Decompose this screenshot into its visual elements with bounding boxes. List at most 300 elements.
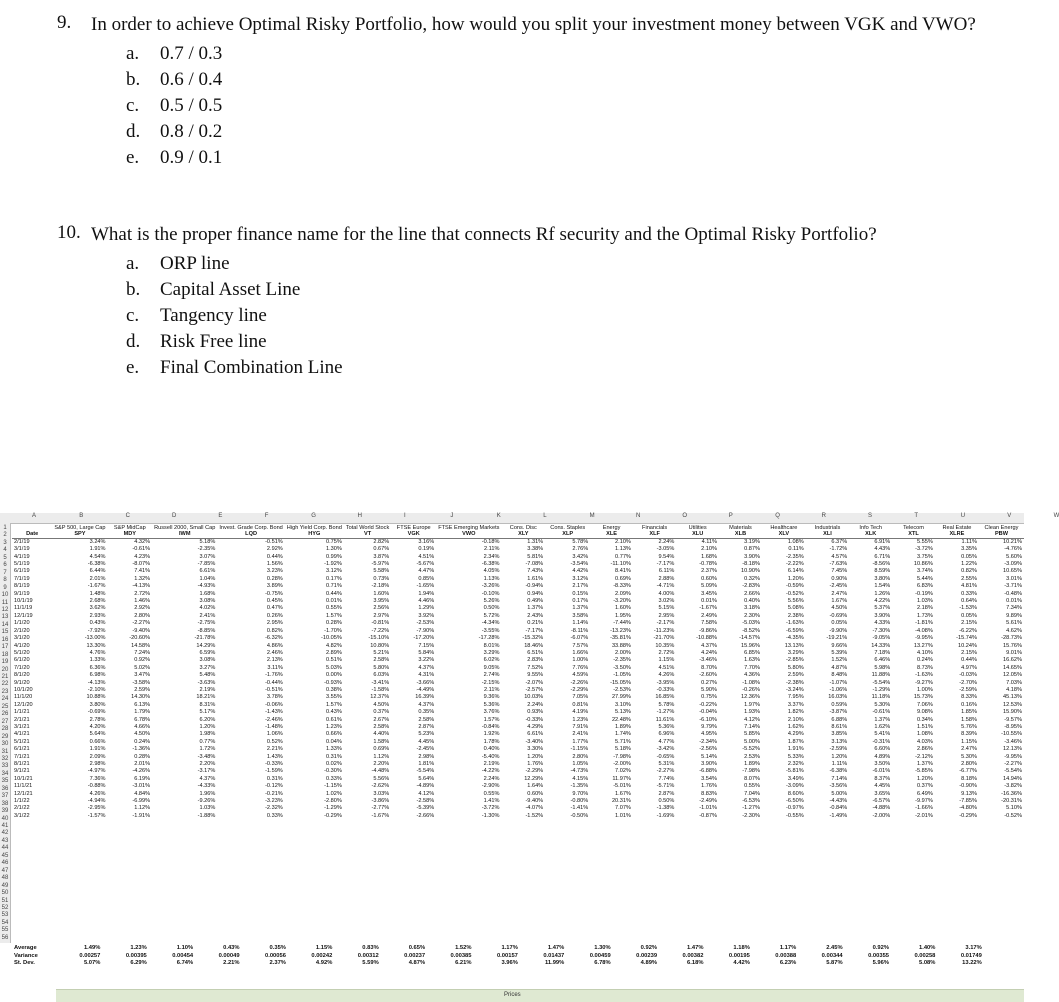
return-cell: -4.71% [656, 583, 675, 590]
ticker-cell: IWM [152, 531, 217, 538]
header-name-cell: Industrials [814, 525, 841, 531]
return-cell: 2.82% [373, 538, 390, 545]
table-row [12, 680, 1024, 687]
table-row [12, 746, 1024, 753]
return-cell: 0.16% [961, 701, 977, 708]
column-letter: O [682, 513, 688, 519]
return-cell: -1.15% [570, 746, 589, 753]
return-cell: 3.55% [325, 694, 342, 701]
date-cell: 8/1/21 [14, 761, 30, 767]
row-number: 51 [1, 897, 9, 904]
return-cell: 0.15% [572, 590, 589, 597]
return-cell: 2.47% [831, 590, 848, 597]
return-cell: 0.43% [325, 709, 342, 716]
row-number: 47 [1, 867, 9, 874]
row-number: 11 [1, 599, 9, 606]
return-cell: -0.06% [265, 701, 283, 708]
return-cell: -0.33% [265, 761, 283, 767]
return-cell: 5.17% [199, 709, 216, 716]
date-cell: 3/1/19 [14, 546, 30, 553]
option-c [126, 303, 987, 329]
return-cell: 2.78% [89, 716, 106, 723]
return-cell: -10.88% [696, 635, 718, 642]
return-cell: 3.07% [199, 553, 216, 560]
row-number: 53 [1, 912, 9, 919]
date-cell: 7/1/19 [14, 575, 30, 582]
return-cell: 0.38% [325, 686, 342, 693]
return-cell: -1.67% [87, 583, 106, 590]
return-cell: -5.54% [416, 768, 435, 775]
return-cell: 9.79% [701, 723, 718, 730]
ticker-cell: XLU [676, 531, 719, 538]
return-cell: -3.72% [915, 546, 933, 553]
row-header-bar [0, 523, 11, 943]
ticker-cell: VWO [436, 531, 501, 538]
return-cell: 5.18% [199, 538, 216, 545]
return-cell: -4.22% [481, 768, 500, 775]
return-cell: 2.88% [658, 575, 675, 582]
return-cell: -7.85% [197, 561, 216, 568]
return-cell: 0.28% [134, 753, 151, 760]
ticker-cell: XLY [501, 531, 545, 538]
ticker-cell: VGK [391, 531, 436, 538]
return-cell: 20.31% [611, 798, 631, 805]
date-cell: 6/1/19 [14, 568, 30, 575]
stats-value: 1.23% [130, 945, 147, 951]
return-cell: 8.41% [615, 568, 631, 575]
return-cell: 5.30% [961, 753, 977, 760]
return-cell: -1.72% [829, 546, 848, 553]
return-cell: 5.84% [418, 649, 435, 656]
date-cell: 3/1/21 [14, 723, 30, 730]
return-cell: -3.46% [699, 657, 718, 664]
return-cell: 5.98% [874, 664, 891, 671]
return-cell: -6.59% [786, 627, 804, 634]
return-cell: -0.22% [699, 701, 718, 708]
stats-value: 3.96% [501, 960, 518, 967]
return-cell: -0.18% [481, 538, 500, 545]
return-cell: 1.41% [483, 798, 500, 805]
return-cell: 2.41% [572, 731, 589, 738]
stats-value: 13.22% [962, 960, 982, 967]
return-cell: -1.27% [656, 709, 675, 716]
header-name-cell: FTSE Emerging Markets [438, 525, 500, 531]
return-cell: 6.59% [199, 649, 216, 656]
return-cell: 1.62% [874, 723, 891, 730]
stats-value: 4.89% [640, 960, 658, 967]
return-cell: 0.99% [325, 553, 342, 560]
return-cell: 3.02% [658, 598, 675, 605]
return-cell: 1.02% [325, 790, 342, 797]
question-number: 10. [57, 222, 81, 243]
option-text: ORP line [160, 253, 230, 274]
header-name-cell: Invest. Grade Corp. Bond [219, 525, 283, 531]
return-cell: -5.03% [742, 620, 761, 627]
return-cell: 27.99% [611, 694, 631, 701]
return-cell: 4.20% [89, 723, 106, 730]
table-row [12, 568, 1024, 575]
return-cell: -3.55% [481, 627, 500, 634]
return-cell: 0.40% [483, 746, 500, 753]
return-cell: 3.22% [418, 657, 435, 664]
return-cell: 1.66% [572, 649, 589, 656]
return-cell: -3.54% [570, 561, 589, 568]
stats-value: 4.42% [733, 960, 750, 967]
return-cell: 0.52% [266, 738, 283, 745]
stats-value: 6.23% [779, 960, 797, 967]
return-cell: -1.59% [265, 768, 283, 775]
return-cell: -11.23% [653, 627, 675, 634]
return-cell: 5.00% [831, 790, 848, 797]
return-cell: 2.58% [373, 723, 390, 730]
option-text: 0.9 / 0.1 [160, 147, 223, 168]
return-cell: -1.66% [915, 805, 933, 812]
return-cell: 0.69% [373, 746, 390, 753]
return-cell: -1.41% [570, 805, 589, 812]
return-cell: -2.27% [132, 620, 151, 627]
return-cell: 1.13% [615, 546, 631, 553]
return-cell: -3.58% [132, 679, 151, 686]
column-letter: A [32, 513, 37, 519]
ticker-cell: XLB [719, 531, 762, 538]
return-cell: -6.22% [959, 627, 977, 634]
return-cell: 8.73% [917, 664, 933, 671]
return-cell: 8.33% [961, 694, 977, 701]
return-cell: -2.46% [265, 716, 283, 723]
return-cell: 0.47% [266, 605, 283, 612]
return-cell: -10.05% [321, 635, 342, 642]
table-row [12, 813, 1024, 820]
return-cell: 15.90% [1003, 709, 1022, 716]
return-cell: 1.64% [527, 783, 544, 790]
return-cell: 10.80% [370, 642, 390, 649]
return-cell: 3.29% [483, 649, 500, 656]
return-cell: 1.91% [787, 746, 804, 753]
return-cell: 3.30% [527, 746, 544, 753]
return-cell: 2.43% [527, 612, 544, 619]
table-row [12, 576, 1024, 583]
return-cell: 12.36% [741, 694, 761, 701]
return-cell: 1.20% [917, 775, 933, 782]
return-cell: 6.46% [874, 657, 891, 664]
return-cell: 2.89% [325, 649, 342, 656]
return-cell: -2.58% [416, 798, 435, 805]
return-cell: -1.63% [786, 620, 804, 627]
return-cell: 5.09% [701, 583, 718, 590]
return-cell: -0.29% [324, 812, 342, 819]
return-cell: 3.87% [373, 553, 390, 560]
table-row [12, 687, 1024, 694]
return-cell: -2.60% [699, 672, 718, 679]
header-name-cell: Energy [602, 525, 621, 531]
row-number: 28 [1, 726, 9, 733]
return-cell: 18.21% [196, 694, 216, 701]
return-cell: -13.00% [84, 635, 106, 642]
return-cell: -5.01% [613, 783, 631, 790]
return-cell: -17.20% [413, 635, 435, 642]
row-number: 22 [1, 681, 9, 688]
return-cell: -0.29% [959, 812, 977, 819]
ticker-cell: XLF [633, 531, 676, 538]
return-cell: -0.97% [786, 805, 804, 812]
return-cell: -6.99% [132, 798, 151, 805]
return-cell: -7.90% [416, 627, 435, 634]
return-cell: -9.40% [132, 627, 151, 634]
summary-stats-table [12, 945, 984, 968]
row-number: 10 [1, 592, 9, 599]
return-cell: -0.52% [786, 590, 804, 597]
return-cell: 4.37% [418, 701, 435, 708]
return-cell: 1.68% [701, 553, 718, 560]
column-letter: F [264, 513, 269, 519]
return-cell: -3.41% [371, 679, 390, 686]
return-cell: -4.76% [1004, 546, 1022, 553]
return-cell: 2.59% [134, 686, 151, 693]
return-cell: -8.11% [570, 627, 589, 634]
row-number: 23 [1, 688, 9, 695]
return-cell: 3.23% [266, 568, 283, 575]
return-cell: 7.05% [572, 694, 589, 701]
return-cell: 6.71% [874, 553, 891, 560]
column-letter: B [79, 513, 84, 519]
return-cell: 18.46% [524, 642, 544, 649]
return-cell: 3.12% [572, 575, 589, 582]
return-cell: 7.36% [89, 775, 106, 782]
return-cell: 3.10% [615, 701, 631, 708]
date-cell: 1/1/20 [14, 620, 30, 627]
return-cell: 5.03% [325, 664, 342, 671]
return-cell: 4.37% [199, 775, 216, 782]
return-cell: 8.37% [874, 775, 891, 782]
return-cell: 1.57% [325, 701, 342, 708]
return-cell: -0.84% [829, 805, 848, 812]
return-cell: -5.54% [1004, 768, 1022, 775]
return-cell: 3.13% [831, 738, 848, 745]
stats-value: 0.01437 [543, 952, 565, 959]
table-row [12, 754, 1024, 761]
return-cell: 3.62% [89, 605, 106, 612]
return-cell: 4.31% [418, 672, 435, 679]
return-cell: -3.26% [481, 583, 500, 590]
return-cell: -2.07% [525, 679, 544, 686]
return-cell: -1.27% [742, 805, 761, 812]
table-row [12, 650, 1024, 657]
return-cell: -9.26% [197, 798, 216, 805]
return-cell: 3.75% [917, 553, 933, 560]
return-cell: 1.33% [325, 746, 342, 753]
return-cell: 2.01% [89, 575, 106, 582]
stats-value: 5.07% [83, 960, 101, 967]
return-cell: 2.80% [961, 761, 977, 767]
return-cell: -7.92% [87, 627, 106, 634]
table-row [12, 761, 1024, 768]
return-cell: 2.47% [961, 746, 977, 753]
column-letter: S [868, 513, 873, 519]
return-cell: 3.27% [199, 664, 216, 671]
return-cell: -5.97% [371, 561, 390, 568]
row-number: 17 [1, 644, 9, 651]
return-cell: 2.98% [89, 761, 106, 767]
return-cell: -0.69% [87, 709, 106, 716]
return-cell: -0.84% [481, 723, 500, 730]
return-cell: -1.76% [265, 672, 283, 679]
return-cell: 5.48% [199, 672, 216, 679]
stats-value: 0.00049 [218, 952, 240, 959]
return-cell: 0.61% [325, 716, 342, 723]
return-cell: 3.35% [961, 546, 977, 553]
date-cell: 8/1/19 [14, 583, 30, 590]
return-cell: -3.24% [786, 686, 804, 693]
return-cell: 0.51% [325, 657, 342, 664]
return-cell: 9.01% [1006, 649, 1022, 656]
return-cell: 0.01% [1006, 598, 1022, 605]
return-cell: 0.31% [266, 775, 283, 782]
return-cell: -2.62% [371, 783, 390, 790]
column-letter: J [450, 513, 454, 519]
row-number: 8 [3, 577, 7, 584]
option-letter: e. [126, 357, 140, 378]
date-cell: 2/1/21 [14, 716, 30, 723]
return-cell: 0.28% [325, 620, 342, 627]
return-cell: 2.95% [266, 620, 283, 627]
return-cell: 4.50% [831, 605, 848, 612]
ticker-cell: XLP [545, 531, 590, 538]
stats-value: 3.17% [965, 945, 982, 951]
return-cell: 2.58% [373, 657, 390, 664]
stats-label: Average [14, 945, 37, 951]
return-cell: 1.57% [483, 716, 500, 723]
return-cell: 0.19% [418, 546, 435, 553]
row-number: 14 [1, 621, 9, 628]
return-cell: -1.01% [699, 805, 718, 812]
return-cell: 0.11% [788, 546, 804, 553]
stats-value: 0.00239 [636, 952, 658, 959]
return-cell: 14.30% [131, 694, 151, 701]
return-cell: -35.81% [610, 635, 631, 642]
return-cell: 4.82% [325, 642, 342, 649]
question-text: In order to achieve Optimal Risky Portfolio, how would you split your investment money between VGK and VWO? [91, 14, 976, 35]
return-cell: 2.10% [615, 538, 631, 545]
row-number: 42 [1, 830, 9, 837]
return-cell: 4.45% [874, 783, 891, 790]
return-cell: 3.74% [917, 568, 933, 575]
return-cell: 1.11% [831, 761, 848, 767]
row-number: 16 [1, 636, 9, 643]
return-cell: 45.13% [1003, 694, 1022, 701]
option-text: 0.5 / 0.5 [160, 95, 223, 116]
return-cell: 6.61% [199, 568, 216, 575]
return-cell: 3.12% [325, 568, 342, 575]
return-cell: 1.62% [787, 723, 804, 730]
ticker-cell: XTL [892, 531, 935, 538]
return-cell: 2.80% [134, 612, 151, 619]
return-cell: 9.89% [1006, 612, 1022, 619]
return-cell: 0.69% [615, 575, 631, 582]
row-number: 36 [1, 785, 9, 792]
option-letter: c. [126, 95, 140, 116]
return-cell: 1.57% [325, 612, 342, 619]
return-cell: 0.94% [527, 590, 544, 597]
return-cell: -3.50% [613, 664, 631, 671]
return-cell: -7.17% [656, 561, 675, 568]
return-cell: 0.77% [615, 553, 631, 560]
return-cell: 7.04% [744, 790, 761, 797]
date-cell: 11/1/21 [14, 783, 33, 790]
return-cell: 3.76% [483, 709, 500, 716]
return-cell: -1.36% [132, 746, 151, 753]
return-cell: -0.75% [265, 590, 283, 597]
option-d [126, 329, 987, 355]
return-cell: 4.45% [418, 738, 435, 745]
table-row [12, 628, 1024, 635]
return-cell: 8.83% [701, 790, 718, 797]
row-number: 27 [1, 718, 9, 725]
return-cell: 3.47% [134, 672, 151, 679]
table-row [12, 591, 1024, 598]
return-cell: 1.97% [744, 701, 761, 708]
return-cell: 6.85% [744, 649, 761, 656]
date-cell: 4/1/21 [14, 731, 30, 738]
date-cell: 2/1/20 [14, 627, 30, 634]
return-cell: 1.30% [325, 546, 342, 553]
return-cell: 6.44% [89, 568, 106, 575]
stats-value: 1.47% [547, 945, 565, 951]
return-cell: 0.75% [701, 694, 718, 701]
return-cell: 4.43% [874, 546, 891, 553]
return-cell: 3.24% [89, 538, 106, 545]
table-row [12, 635, 1024, 642]
return-cell: 2.83% [527, 657, 544, 664]
table-row [12, 805, 1024, 812]
return-cell: 1.08% [917, 731, 933, 738]
date-cell: 2/1/19 [14, 538, 30, 545]
return-cell: 3.92% [418, 612, 435, 619]
return-cell: 4.36% [744, 672, 761, 679]
return-cell: 0.82% [961, 568, 977, 575]
date-cell: 5/1/19 [14, 561, 30, 568]
return-cell: -7.22% [371, 627, 390, 634]
return-cell: 5.21% [373, 649, 390, 656]
return-cell: -0.03% [959, 672, 977, 679]
ticker-cell: XLE [590, 531, 633, 538]
return-cell: -2.90% [481, 783, 500, 790]
return-cell: 0.75% [325, 538, 342, 545]
row-number: 20 [1, 666, 9, 673]
return-cell: 3.37% [787, 701, 804, 708]
return-cell: -15.05% [610, 679, 631, 686]
return-cell: 1.72% [199, 746, 216, 753]
return-cell: -5.85% [915, 768, 933, 775]
sheet-tab-prices[interactable]: Prices [504, 992, 521, 998]
return-cell: 33.88% [611, 642, 631, 649]
return-cell: 5.78% [572, 538, 589, 545]
return-cell: -4.08% [915, 627, 933, 634]
return-cell: 7.58% [701, 620, 718, 627]
row-number: 19 [1, 659, 9, 666]
return-cell: -0.51% [265, 538, 283, 545]
return-cell: -2.32% [265, 805, 283, 812]
column-letter: C [125, 513, 130, 519]
return-cell: 5.44% [917, 575, 933, 582]
return-cell: -8.95% [1004, 723, 1022, 730]
return-cell: 0.34% [917, 716, 933, 723]
return-cell: 1.79% [134, 709, 151, 716]
return-cell: 1.33% [89, 657, 106, 664]
return-cell: 3.80% [874, 575, 891, 582]
return-cell: 2.98% [418, 753, 435, 760]
return-cell: 2.15% [961, 620, 977, 627]
return-cell: 3.80% [89, 701, 106, 708]
